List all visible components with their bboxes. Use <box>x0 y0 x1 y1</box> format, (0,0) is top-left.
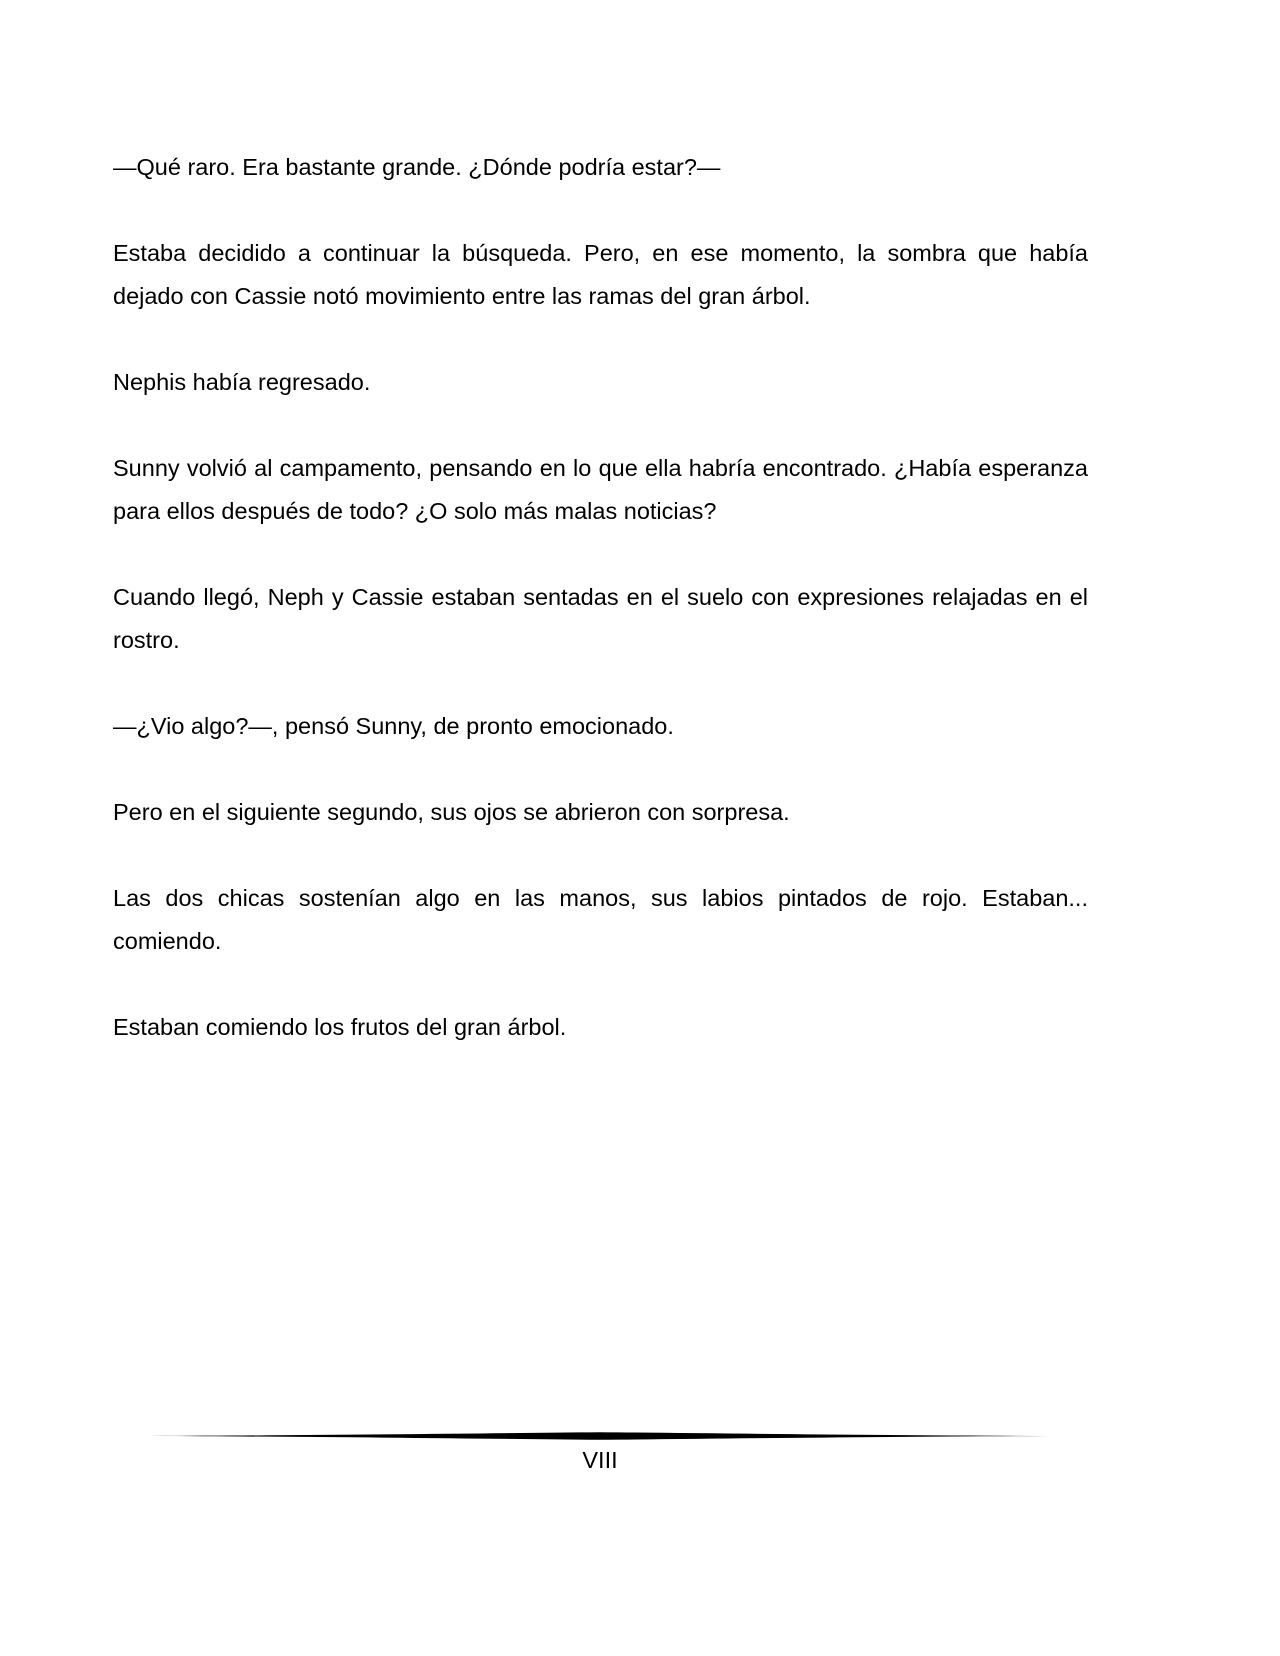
paragraph-8: Las dos chicas sostenían algo en las manos, sus labios pintados de rojo. Estaban... comiendo. <box>113 885 1088 954</box>
paragraph-2: Estaba decidido a continuar la búsqueda. Pero, en ese momento, la sombra que había dejado con Cassie notó movimiento entre las ramas del gran árbol. <box>113 240 1088 309</box>
footer-divider <box>150 1430 1050 1442</box>
body-text <box>113 146 1088 1092</box>
paragraph-9: Estaban comiendo los frutos del gran árbol. <box>113 1014 567 1040</box>
paragraph-4: Sunny volvió al campamento, pensando en lo que ella habría encontrado. ¿Había esperanza para ellos después de todo? ¿O solo más malas noticias? <box>113 455 1088 524</box>
paragraph-6: —¿Vio algo?—, pensó Sunny, de pronto emocionado. <box>113 713 674 739</box>
paragraph-3: Nephis había regresado. <box>113 369 371 395</box>
paragraph-7: Pero en el siguiente segundo, sus ojos se abrieron con sorpresa. <box>113 799 790 825</box>
footer-divider-swash <box>150 1432 1050 1440</box>
paragraph-5: Cuando llegó, Neph y Cassie estaban sentadas en el suelo con expresiones relajadas en el rostro. <box>113 584 1088 653</box>
paragraph-1: —Qué raro. Era bastante grande. ¿Dónde podría estar?— <box>113 154 721 180</box>
page-number: VIII <box>582 1447 618 1473</box>
